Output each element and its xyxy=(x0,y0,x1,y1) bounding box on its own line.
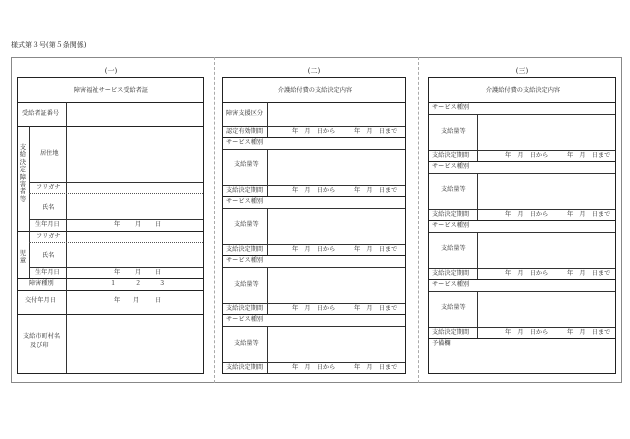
amount-label: 支給量等 xyxy=(441,128,466,135)
child-birth-year: 年 xyxy=(114,269,121,276)
issue-year: 年 xyxy=(114,297,121,304)
p1-vline xyxy=(66,231,67,278)
p2-vline xyxy=(267,326,268,373)
period-from: 年 月 日から xyxy=(505,270,549,277)
p2-vline xyxy=(267,126,268,137)
period-to: 年 月 日まで xyxy=(567,329,611,336)
period-label: 支給決定期間 xyxy=(432,270,470,277)
p1-rule xyxy=(29,182,203,183)
p3-rule xyxy=(429,114,615,115)
service-type-label: サービス種別 xyxy=(432,163,470,170)
furigana-label: フリガナ xyxy=(36,184,61,191)
amount-label: 支給量等 xyxy=(441,245,466,252)
p3-rule xyxy=(429,161,615,162)
validity-to: 年 月 日まで xyxy=(354,128,398,135)
p1-dotted-rule xyxy=(29,193,203,194)
period-label: 支給決定期間 xyxy=(432,152,470,159)
p3-vline xyxy=(477,291,478,338)
p1-vline xyxy=(66,290,67,314)
p3-vline xyxy=(477,232,478,279)
recipient-certificate-panel xyxy=(17,77,204,374)
panel2-header: (二) xyxy=(307,67,321,75)
period-from: 年 月 日から xyxy=(505,152,549,159)
period-from: 年 月 日から xyxy=(292,305,336,312)
form-title: 様式第３号(第５条関係) xyxy=(11,41,87,49)
period-from: 年 月 日から xyxy=(505,211,549,218)
amount-label: 支給量等 xyxy=(234,281,259,288)
period-label: 支給決定期間 xyxy=(226,187,264,194)
amount-label: 支給量等 xyxy=(234,221,259,228)
name-label: 氏名 xyxy=(42,204,55,211)
p3-rule xyxy=(429,327,615,328)
period-from: 年 月 日から xyxy=(292,246,336,253)
recipient-number-label: 受給者証番号 xyxy=(22,110,60,117)
service-type-label: サービス種別 xyxy=(432,222,470,229)
panel-separator-1 xyxy=(214,57,215,383)
child-name-label: 氏名 xyxy=(42,252,55,259)
period-label: 支給決定期間 xyxy=(226,364,264,371)
p2-vline xyxy=(267,102,268,126)
p2-rule xyxy=(223,326,405,327)
amount-label: 支給量等 xyxy=(234,161,259,168)
p1-rule xyxy=(18,231,203,232)
p2-vline xyxy=(267,149,268,196)
period-label: 支給決定期間 xyxy=(432,329,470,336)
p1-vline xyxy=(29,231,30,278)
p3-vline xyxy=(477,114,478,161)
p3-rule xyxy=(429,338,615,339)
child-birth-day: 日 xyxy=(155,269,162,276)
p3-rule xyxy=(429,102,615,103)
panel3-header: (三) xyxy=(515,67,529,75)
p1-rule xyxy=(29,219,203,220)
service-type-label: サービス種別 xyxy=(226,139,264,146)
child-birth-month: 月 xyxy=(135,269,142,276)
period-label: 支給決定期間 xyxy=(226,305,264,312)
panel-separator-2 xyxy=(418,57,419,383)
p2-rule xyxy=(223,102,405,103)
p2-rule xyxy=(223,303,405,304)
service-type-label: サービス種別 xyxy=(226,198,264,205)
period-to: 年 月 日まで xyxy=(354,364,398,371)
panel1-header: (一) xyxy=(104,67,118,75)
validity-label: 認定有効期間 xyxy=(226,128,264,135)
p3-vline xyxy=(477,173,478,220)
birth-year: 年 xyxy=(114,221,121,228)
service-type-label: サービス種別 xyxy=(432,281,470,288)
p1-rule xyxy=(29,267,203,268)
p1-rule xyxy=(18,290,203,291)
p3-rule xyxy=(429,209,615,210)
care-benefit-decision-panel xyxy=(222,77,406,374)
disability-option-1: １ xyxy=(110,280,117,287)
validity-from: 年 月 日から xyxy=(292,128,336,135)
disability-option-3: ３ xyxy=(159,280,166,287)
child-vertical-label: 児 童 xyxy=(19,249,27,265)
p2-rule xyxy=(223,137,405,138)
p1-rule xyxy=(18,102,203,103)
address-label: 居住地 xyxy=(40,150,59,157)
birthdate-label: 生年月日 xyxy=(35,221,60,228)
p1-rule xyxy=(18,314,203,315)
p2-rule xyxy=(223,126,405,127)
period-to: 年 月 日まで xyxy=(354,246,398,253)
p1-rule xyxy=(18,126,203,127)
municipality-label-line2: 及び印 xyxy=(30,342,49,349)
panel3-title: 介護給付費の支給決定内容 xyxy=(485,87,561,94)
applicant-vertical-label: 支 給 決 定 障 害 者 等 xyxy=(19,143,27,203)
period-label: 支給決定期間 xyxy=(432,211,470,218)
disability-option-2: ２ xyxy=(135,280,142,287)
issue-day: 日 xyxy=(155,297,162,304)
p2-rule xyxy=(223,149,405,150)
p3-rule xyxy=(429,268,615,269)
service-type-label: サービス種別 xyxy=(226,316,264,323)
disability-type-label: 障害種別 xyxy=(29,280,54,287)
p2-rule xyxy=(223,314,405,315)
p2-vline xyxy=(267,267,268,314)
issue-month: 月 xyxy=(133,297,140,304)
notes-label: 予備欄 xyxy=(432,340,451,347)
period-from: 年 月 日から xyxy=(505,329,549,336)
period-to: 年 月 日まで xyxy=(567,211,611,218)
p1-vline xyxy=(66,278,67,290)
p2-rule xyxy=(223,267,405,268)
p3-rule xyxy=(429,173,615,174)
amount-label: 支給量等 xyxy=(441,304,466,311)
p1-dotted-rule xyxy=(29,242,203,243)
p3-rule xyxy=(429,220,615,221)
panel2-title: 介護給付費の支給決定内容 xyxy=(277,87,353,94)
p2-rule xyxy=(223,255,405,256)
p2-rule xyxy=(223,362,405,363)
p3-rule xyxy=(429,291,615,292)
support-category-label: 障害支援区分 xyxy=(226,110,264,117)
p1-vline xyxy=(66,126,67,231)
amount-label: 支給量等 xyxy=(234,340,259,347)
issue-date-label: 交付年月日 xyxy=(25,297,56,304)
birth-month: 月 xyxy=(135,221,142,228)
period-from: 年 月 日から xyxy=(292,364,336,371)
certificate-title: 障害福祉サービス受給者証 xyxy=(73,87,149,94)
p1-vline xyxy=(66,314,67,373)
p2-vline xyxy=(267,208,268,255)
p1-vline xyxy=(29,126,30,231)
municipality-label-line1: 支給市町村名 xyxy=(23,333,61,340)
p2-rule xyxy=(223,208,405,209)
period-from: 年 月 日から xyxy=(292,187,336,194)
amount-label: 支給量等 xyxy=(441,186,466,193)
p2-rule xyxy=(223,196,405,197)
period-to: 年 月 日まで xyxy=(354,305,398,312)
p2-rule xyxy=(223,185,405,186)
period-to: 年 月 日まで xyxy=(354,187,398,194)
p3-rule xyxy=(429,232,615,233)
p3-rule xyxy=(429,279,615,280)
period-label: 支給決定期間 xyxy=(226,246,264,253)
p1-vline xyxy=(66,102,67,126)
p2-rule xyxy=(223,244,405,245)
period-to: 年 月 日まで xyxy=(567,270,611,277)
p3-rule xyxy=(429,150,615,151)
p1-rule xyxy=(18,278,203,279)
service-type-label: サービス種別 xyxy=(226,257,264,264)
child-furigana-label: フリガナ xyxy=(36,233,61,240)
service-type-label: サービス種別 xyxy=(432,104,470,111)
period-to: 年 月 日まで xyxy=(567,152,611,159)
birth-day: 日 xyxy=(155,221,162,228)
child-birthdate-label: 生年月日 xyxy=(35,269,60,276)
care-benefit-decision-panel-continued xyxy=(428,77,616,374)
